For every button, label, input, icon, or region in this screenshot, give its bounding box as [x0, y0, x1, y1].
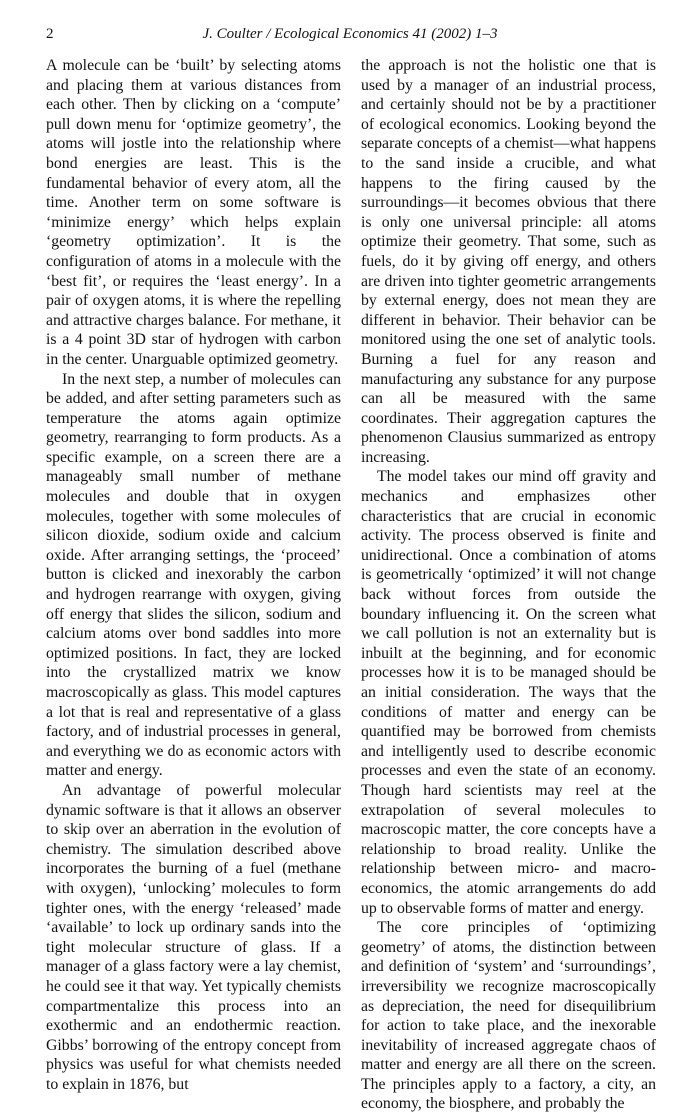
paragraph: In the next step, a number of molecules can be added, and after setting parameters such as temperature the atoms again optimize geometry, rearranging to form products. As a specific example, on a screen there are a manageably small number of methane molecules and double that in oxygen molecules, together with some molecules of silicon dioxide, sodium oxide and calcium oxide. After arranging settings, the ‘proceed’ button is clicked and inexorably the carbon and hydrogen rearrange with oxygen, giving off energy that slides the silicon, sodium and calcium atoms over bond saddles into more optimized positions. In fact, they are locked into the crystallized matrix we know macroscopically as glass. This model captures a lot that is real and representative of a glass factory, and of industrial processes in general, and everything we do as economic actors with matter and energy. — [46, 370, 341, 780]
page-header — [46, 26, 654, 48]
left-column — [46, 56, 341, 1094]
right-column — [361, 56, 656, 1114]
running-head: J. Coulter / Ecological Economics 41 (2002) 1–3 — [202, 26, 498, 42]
paragraph: A molecule can be ‘built’ by selecting atoms and placing them at various distances from each other. Then by clicking on a ‘compute’ pull down menu for ‘optimize geometry’, the atoms will jostle into the relationship where bond energies are least. This is the fundamental behavior of every atom, all the time. Another term on some software is ‘minimize energy’ which helps explain ‘geometry optimization’. It is the configuration of atoms in a molecule with the ‘best fit’, or requires the ‘least energy’. In a pair of oxygen atoms, it is where the repelling and attractive charges balance. For methane, it is a 4 point 3D star of hydrogen with carbon in the center. Unarguable optimized geometry. — [46, 57, 341, 368]
paragraph: The model takes our mind off gravity and mechanics and emphasizes other characteristics that are crucial in economic activity. The process observed is finite and unidirectional. Once a combination of atoms is geometrically ‘optimized’ it will not change back without forces from outside the boundary influencing it. On the screen what we call pollution is not an externality but is inbuilt at the beginning, and for economic processes how it is to be managed should be an initial consideration. The ways that the conditions of matter and energy can be quantified may be borrowed from chemists and intelligently used to describe economic processes and even the state of an economy. Though hard scientists may reel at the extrapolation of several molecules to macroscopic matter, the core concepts have a relationship to broad reality. Unlike the relationship between micro- and macro-economics, the atomic arrangements do add up to observable forms of matter and energy. — [361, 468, 656, 917]
paragraph: The core principles of ‘optimizing geometry’ of atoms, the distinction between and definition of ‘system’ and ‘surroundings’, irreversibility we recognize macroscopically as depreciation, the need for disequilibrium for action to take place, and the inexorable inevitability of increased aggregate chaos of matter and energy are all there on the screen. The principles apply to a factory, a city, an economy, the biosphere, and probably the — [361, 919, 656, 1113]
paragraph: the approach is not the holistic one that is used by a manager of an industrial process, and certainly should not be by a practitioner of ecological economics. Looking beyond the separate concepts of a chemist—what happens to the sand inside a crucible, and what happens to the firing caused by the surroundings—it becomes obvious that there is only one universal principle: all atoms optimize their geometry. That some, such as fuels, do it by giving off energy, and others are driven into tighter geometric arrangements by external energy, does not mean they are different in behavior. Their behavior can be monitored using the one set of analytic tools. Burning a fuel for any reason and manufacturing any substance for any purpose can all be measured with the same coordinates. Their aggregation captures the phenomenon Clausius summarized as entropy increasing. — [361, 57, 656, 466]
paragraph: An advantage of powerful molecular dynamic software is that it allows an observer to skip over an aberration in the evolution of chemistry. The simulation described above incorporates the burning of a fuel (methane with oxygen), ‘unlocking’ molecules to form tighter ones, with the energy ‘released’ made ‘available’ to lock up ordinary sands into the tight molecular structure of glass. If a manager of a glass factory were a lay chemist, he could see it that way. Yet typically chemists compartmentalize this process into an exothermic and an endothermic reaction. Gibbs’ borrowing of the entropy concept from physics was useful for what chemists needed to explain in 1876, but — [46, 781, 341, 1093]
page-number: 2 — [46, 26, 54, 42]
